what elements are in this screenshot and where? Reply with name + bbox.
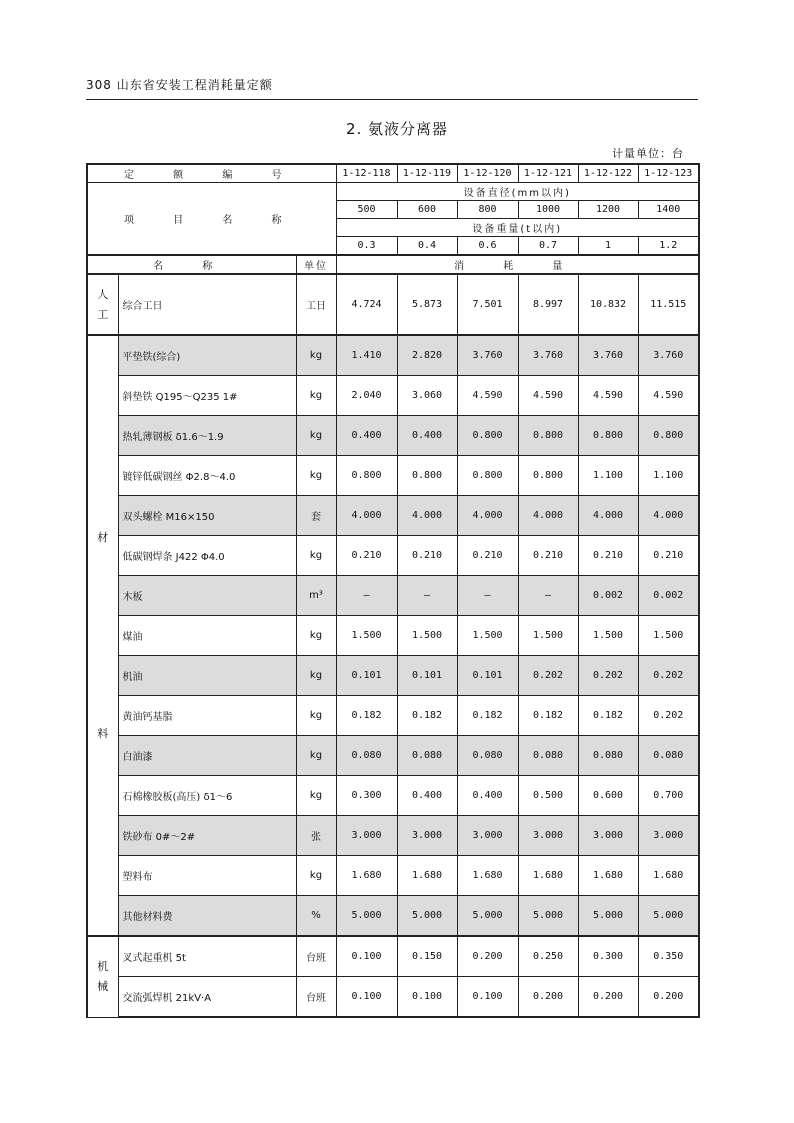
diameter-value: 1200	[578, 201, 638, 219]
material-row	[87, 656, 699, 696]
resource-unit: 台班	[296, 977, 336, 1018]
consumption-value: 0.100	[397, 977, 457, 1018]
consumption-value: 0.150	[397, 936, 457, 977]
consumption-value: 0.101	[336, 656, 397, 696]
consumption-value: 0.800	[578, 416, 638, 456]
consumption-value: 3.760	[638, 335, 699, 376]
item-name-label: 项 目 名 称	[87, 183, 336, 256]
material-row	[87, 616, 699, 656]
consumption-value: 0.182	[578, 696, 638, 736]
resource-name: 其他材料费	[118, 896, 296, 937]
resource-unit: kg	[296, 736, 336, 776]
consumption-value: 0.182	[336, 696, 397, 736]
consumption-value: 0.080	[397, 736, 457, 776]
quota-code: 1-12-122	[578, 164, 638, 183]
consumption-value: 0.210	[336, 536, 397, 576]
resource-name: 综合工日	[118, 274, 296, 335]
consumption-value: 10.832	[578, 274, 638, 335]
consumption-value: 2.820	[397, 335, 457, 376]
consumption-value: 3.760	[578, 335, 638, 376]
resource-unit: 工日	[296, 274, 336, 335]
consumption-value: 0.080	[336, 736, 397, 776]
resource-unit: kg	[296, 456, 336, 496]
consumption-value: 4.590	[578, 376, 638, 416]
resource-unit: kg	[296, 696, 336, 736]
diameter-value: 800	[457, 201, 518, 219]
resource-unit: kg	[296, 335, 336, 376]
quota-code: 1-12-118	[336, 164, 397, 183]
quota-code: 1-12-119	[397, 164, 457, 183]
consumption-value: 0.800	[397, 456, 457, 496]
consumption-value: 3.760	[457, 335, 518, 376]
labor-row	[87, 274, 699, 335]
quota-code: 1-12-121	[518, 164, 578, 183]
consumption-value: 4.000	[638, 496, 699, 536]
consumption-value: 4.000	[397, 496, 457, 536]
resource-unit: kg	[296, 776, 336, 816]
material-row	[87, 816, 699, 856]
labor-category-label	[87, 274, 118, 335]
consumption-value: 0.100	[336, 977, 397, 1018]
resource-unit: 台班	[296, 936, 336, 977]
material-row	[87, 376, 699, 416]
resource-unit: 张	[296, 816, 336, 856]
consumption-value: —	[397, 576, 457, 616]
consumption-value: 0.200	[518, 977, 578, 1018]
consumption-value: 0.800	[518, 416, 578, 456]
resource-name: 木板	[118, 576, 296, 616]
quota-number-label: 定 额 编 号	[87, 164, 336, 183]
consumption-value: 4.590	[638, 376, 699, 416]
consumption-value: 1.680	[336, 856, 397, 896]
resource-name: 白油漆	[118, 736, 296, 776]
machinery-row	[87, 936, 699, 977]
consumption-value: 0.101	[397, 656, 457, 696]
consumption-value: 1.500	[578, 616, 638, 656]
weight-value: 1.2	[638, 237, 699, 256]
consumption-value: 1.100	[578, 456, 638, 496]
consumption-value: 7.501	[457, 274, 518, 335]
consumption-value: 0.800	[457, 416, 518, 456]
consumption-value: 0.100	[457, 977, 518, 1018]
resource-name: 低碳钢焊条 J422 Φ4.0	[118, 536, 296, 576]
name-column-header: 名 称	[87, 255, 296, 274]
page-header: 308 山东省安装工程消耗量定额	[86, 78, 273, 92]
consumption-value: 0.100	[336, 936, 397, 977]
consumption-value: 2.040	[336, 376, 397, 416]
consumption-value: 0.202	[638, 696, 699, 736]
quota-table	[86, 163, 700, 1018]
resource-unit: kg	[296, 656, 336, 696]
consumption-column-header: 消 耗 量	[336, 255, 699, 274]
resource-name: 塑料布	[118, 856, 296, 896]
section-title: 2. 氨液分离器	[345, 120, 449, 138]
weight-value: 1	[578, 237, 638, 256]
consumption-value: 0.182	[397, 696, 457, 736]
material-row	[87, 536, 699, 576]
consumption-value: 0.200	[638, 977, 699, 1018]
material-row	[87, 416, 699, 456]
resource-unit: 套	[296, 496, 336, 536]
unit-column-header: 单位	[296, 255, 336, 274]
consumption-value: 0.800	[336, 456, 397, 496]
consumption-value: 0.101	[457, 656, 518, 696]
diameter-value: 500	[336, 201, 397, 219]
category-char: 料	[97, 726, 109, 740]
consumption-value: 5.000	[457, 896, 518, 937]
category-char: 机	[97, 959, 109, 973]
diameter-value: 1400	[638, 201, 699, 219]
consumption-value: 3.060	[397, 376, 457, 416]
weight-value: 0.6	[457, 237, 518, 256]
consumption-value: —	[518, 576, 578, 616]
consumption-value: 0.210	[518, 536, 578, 576]
consumption-value: 3.000	[578, 816, 638, 856]
material-row	[87, 456, 699, 496]
resource-name: 煤油	[118, 616, 296, 656]
consumption-value: 0.210	[578, 536, 638, 576]
consumption-value: 0.300	[578, 936, 638, 977]
consumption-value: 1.100	[638, 456, 699, 496]
consumption-value: 0.800	[518, 456, 578, 496]
category-gap	[88, 546, 118, 726]
consumption-value: 5.000	[336, 896, 397, 937]
diameter-value: 1000	[518, 201, 578, 219]
consumption-value: 1.500	[457, 616, 518, 656]
consumption-value: 0.600	[578, 776, 638, 816]
resource-name: 平垫铁(综合)	[118, 335, 296, 376]
consumption-value: 4.000	[457, 496, 518, 536]
consumption-value: 5.000	[518, 896, 578, 937]
consumption-value: 0.400	[397, 416, 457, 456]
consumption-value: 5.000	[397, 896, 457, 937]
consumption-value: 0.800	[457, 456, 518, 496]
consumption-value: 0.182	[518, 696, 578, 736]
diameter-value: 600	[397, 201, 457, 219]
consumption-value: 0.002	[578, 576, 638, 616]
consumption-value: 4.000	[336, 496, 397, 536]
resource-unit: kg	[296, 616, 336, 656]
consumption-value: 0.400	[336, 416, 397, 456]
material-row	[87, 856, 699, 896]
consumption-value: 0.200	[457, 936, 518, 977]
consumption-value: 5.873	[397, 274, 457, 335]
material-row	[87, 576, 699, 616]
consumption-value: 0.400	[457, 776, 518, 816]
consumption-value: 0.210	[638, 536, 699, 576]
category-char: 工	[97, 307, 109, 321]
machinery-category-label	[87, 936, 118, 1017]
consumption-value: 0.210	[457, 536, 518, 576]
category-char: 材	[97, 530, 109, 544]
category-char: 人	[97, 287, 109, 301]
diameter-label: 设备直径(mm以内)	[336, 183, 699, 201]
consumption-value: 0.210	[397, 536, 457, 576]
consumption-value: 4.000	[578, 496, 638, 536]
measurement-unit-label: 计量单位：台	[612, 147, 684, 160]
consumption-value: 0.202	[638, 656, 699, 696]
resource-unit: kg	[296, 416, 336, 456]
weight-value: 0.4	[397, 237, 457, 256]
consumption-value: 3.000	[457, 816, 518, 856]
quota-code: 1-12-120	[457, 164, 518, 183]
consumption-value: 0.182	[457, 696, 518, 736]
consumption-value: 0.300	[336, 776, 397, 816]
consumption-value: —	[457, 576, 518, 616]
resource-unit: kg	[296, 856, 336, 896]
consumption-value: 0.002	[638, 576, 699, 616]
consumption-value: 0.700	[638, 776, 699, 816]
resource-name: 叉式起重机 5t	[118, 936, 296, 977]
consumption-value: 1.680	[518, 856, 578, 896]
consumption-value: 0.500	[518, 776, 578, 816]
consumption-value: 0.202	[578, 656, 638, 696]
resource-unit: %	[296, 896, 336, 937]
material-row	[87, 496, 699, 536]
resource-name: 机油	[118, 656, 296, 696]
consumption-value: —	[336, 576, 397, 616]
weight-value: 0.3	[336, 237, 397, 256]
consumption-value: 0.080	[578, 736, 638, 776]
consumption-value: 8.997	[518, 274, 578, 335]
weight-value: 0.7	[518, 237, 578, 256]
consumption-value: 1.500	[336, 616, 397, 656]
weight-label: 设备重量(t以内)	[336, 219, 699, 237]
resource-name: 铁砂布 0#～2#	[118, 816, 296, 856]
consumption-value: 4.590	[518, 376, 578, 416]
consumption-value: 4.590	[457, 376, 518, 416]
material-row	[87, 776, 699, 816]
material-row	[87, 896, 699, 937]
consumption-value: 0.200	[578, 977, 638, 1018]
resource-unit: kg	[296, 376, 336, 416]
consumption-value: 3.000	[397, 816, 457, 856]
consumption-value: 5.000	[638, 896, 699, 937]
material-row	[87, 696, 699, 736]
consumption-value: 5.000	[578, 896, 638, 937]
header-rule	[86, 99, 698, 100]
materials-category-label	[87, 335, 118, 936]
category-char: 械	[97, 979, 109, 993]
consumption-value: 3.760	[518, 335, 578, 376]
resource-name: 石棉橡胶板(高压) δ1～6	[118, 776, 296, 816]
consumption-value: 0.080	[457, 736, 518, 776]
consumption-value: 0.080	[518, 736, 578, 776]
resource-name: 斜垫铁 Q195～Q235 1#	[118, 376, 296, 416]
consumption-value: 3.000	[336, 816, 397, 856]
consumption-value: 1.680	[638, 856, 699, 896]
consumption-value: 0.350	[638, 936, 699, 977]
resource-name: 交流弧焊机 21kV·A	[118, 977, 296, 1018]
consumption-value: 3.000	[518, 816, 578, 856]
consumption-value: 0.080	[638, 736, 699, 776]
consumption-value: 1.500	[518, 616, 578, 656]
consumption-value: 11.515	[638, 274, 699, 335]
consumption-value: 0.400	[397, 776, 457, 816]
machinery-row	[87, 977, 699, 1018]
consumption-value: 3.000	[638, 816, 699, 856]
consumption-value: 1.680	[457, 856, 518, 896]
material-row	[87, 335, 699, 376]
consumption-value: 1.500	[638, 616, 699, 656]
consumption-value: 0.250	[518, 936, 578, 977]
resource-name: 镀锌低碳钢丝 Φ2.8～4.0	[118, 456, 296, 496]
consumption-value: 1.680	[578, 856, 638, 896]
resource-name: 热轧薄钢板 δ1.6～1.9	[118, 416, 296, 456]
quota-code: 1-12-123	[638, 164, 699, 183]
resource-name: 黄油钙基脂	[118, 696, 296, 736]
consumption-value: 0.202	[518, 656, 578, 696]
resource-unit: kg	[296, 536, 336, 576]
resource-name: 双头螺栓 M16×150	[118, 496, 296, 536]
consumption-value: 1.680	[397, 856, 457, 896]
consumption-value: 1.410	[336, 335, 397, 376]
consumption-value: 0.800	[638, 416, 699, 456]
resource-unit: m³	[296, 576, 336, 616]
consumption-value: 4.000	[518, 496, 578, 536]
material-row	[87, 736, 699, 776]
consumption-value: 1.500	[397, 616, 457, 656]
consumption-value: 4.724	[336, 274, 397, 335]
